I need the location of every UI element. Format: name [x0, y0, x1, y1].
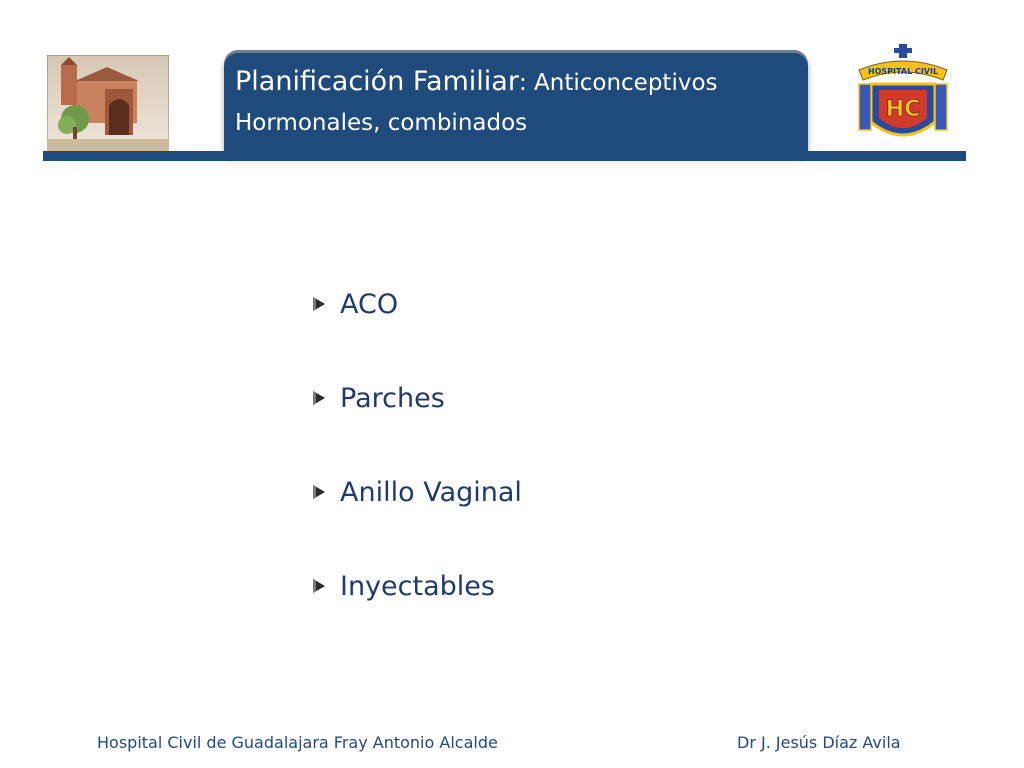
arrow-bullet-icon [310, 295, 328, 313]
bullet-label: ACO [340, 288, 399, 320]
slide-title [235, 62, 795, 143]
footer-author: Dr J. Jesús Díaz Avila [737, 733, 901, 752]
footer-institution: Hospital Civil de Guadalajara Fray Antonio Alcalde [97, 733, 498, 752]
building-logo [47, 55, 169, 151]
list-item [310, 472, 522, 512]
list-item [310, 284, 398, 324]
arrow-bullet-icon [310, 577, 328, 595]
title-subtitle: : Anticonceptivos [518, 70, 718, 96]
bullet-label: Parches [340, 382, 445, 414]
arrow-bullet-icon [310, 483, 328, 501]
bullet-label: Anillo Vaginal [340, 476, 522, 508]
crest-monogram: HC [885, 97, 921, 122]
title-main: Planificación Familiar [235, 66, 519, 97]
header-rule [43, 151, 966, 161]
title-line-2: Hormonales, combinados [235, 110, 528, 136]
hospital-crest-logo [853, 44, 953, 151]
arrow-bullet-icon [310, 389, 328, 407]
crest-banner-text: HOSPITAL CIVIL [867, 67, 939, 76]
bullet-label: Inyectables [340, 570, 495, 602]
list-item [310, 566, 495, 606]
list-item [310, 378, 445, 418]
